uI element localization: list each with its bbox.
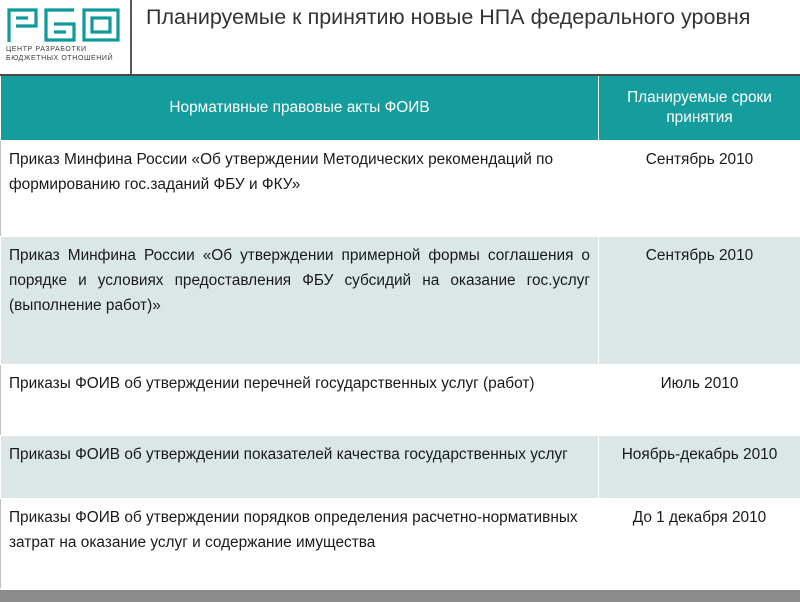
column-header-acts: Нормативные правовые акты ФОИВ [1,76,599,141]
date-cell: До 1 декабря 2010 [599,499,800,590]
date-cell: Сентябрь 2010 [599,141,800,237]
act-cell: Приказ Минфина России «Об утверждении Методических рекомендаций по формированию гос.заданий ФБУ и ФКУ» [1,141,599,237]
table-row [1,365,800,436]
logo-caption-line1: ЦЕНТР РАЗРАБОТКИ [6,46,128,54]
table-header-row [1,76,800,141]
act-cell: Приказы ФОИВ об утверждении перечней государственных услуг (работ) [1,365,599,436]
npa-table [0,76,800,590]
date-cell: Сентябрь 2010 [599,237,800,365]
logo-caption-line2: БЮДЖЕТНЫХ ОТНОШЕНИЙ [6,55,128,63]
date-cell: Июль 2010 [599,365,800,436]
act-cell: Приказы ФОИВ об утверждении показателей качества государственных услуг [1,436,599,499]
date-cell: Ноябрь-декабрь 2010 [599,436,800,499]
column-header-dates: Планируемые сроки принятия [599,76,800,141]
logo [0,0,132,74]
table-row [1,499,800,590]
table-row [1,141,800,237]
table-row [1,237,800,365]
rbo-logo-icon [6,6,124,44]
table-row [1,436,800,499]
act-cell: Приказы ФОИВ об утверждении порядков определения расчетно-нормативных затрат на оказание услуг и содержание имущества [1,499,599,590]
page-title: Планируемые к принятию новые НПА федерального уровня [146,5,750,30]
act-cell: Приказ Минфина России «Об утверждении примерной формы соглашения о порядке и условиях предоставления ФБУ субсидий на оказание гос.услуг (выполнение работ)» [1,237,599,365]
